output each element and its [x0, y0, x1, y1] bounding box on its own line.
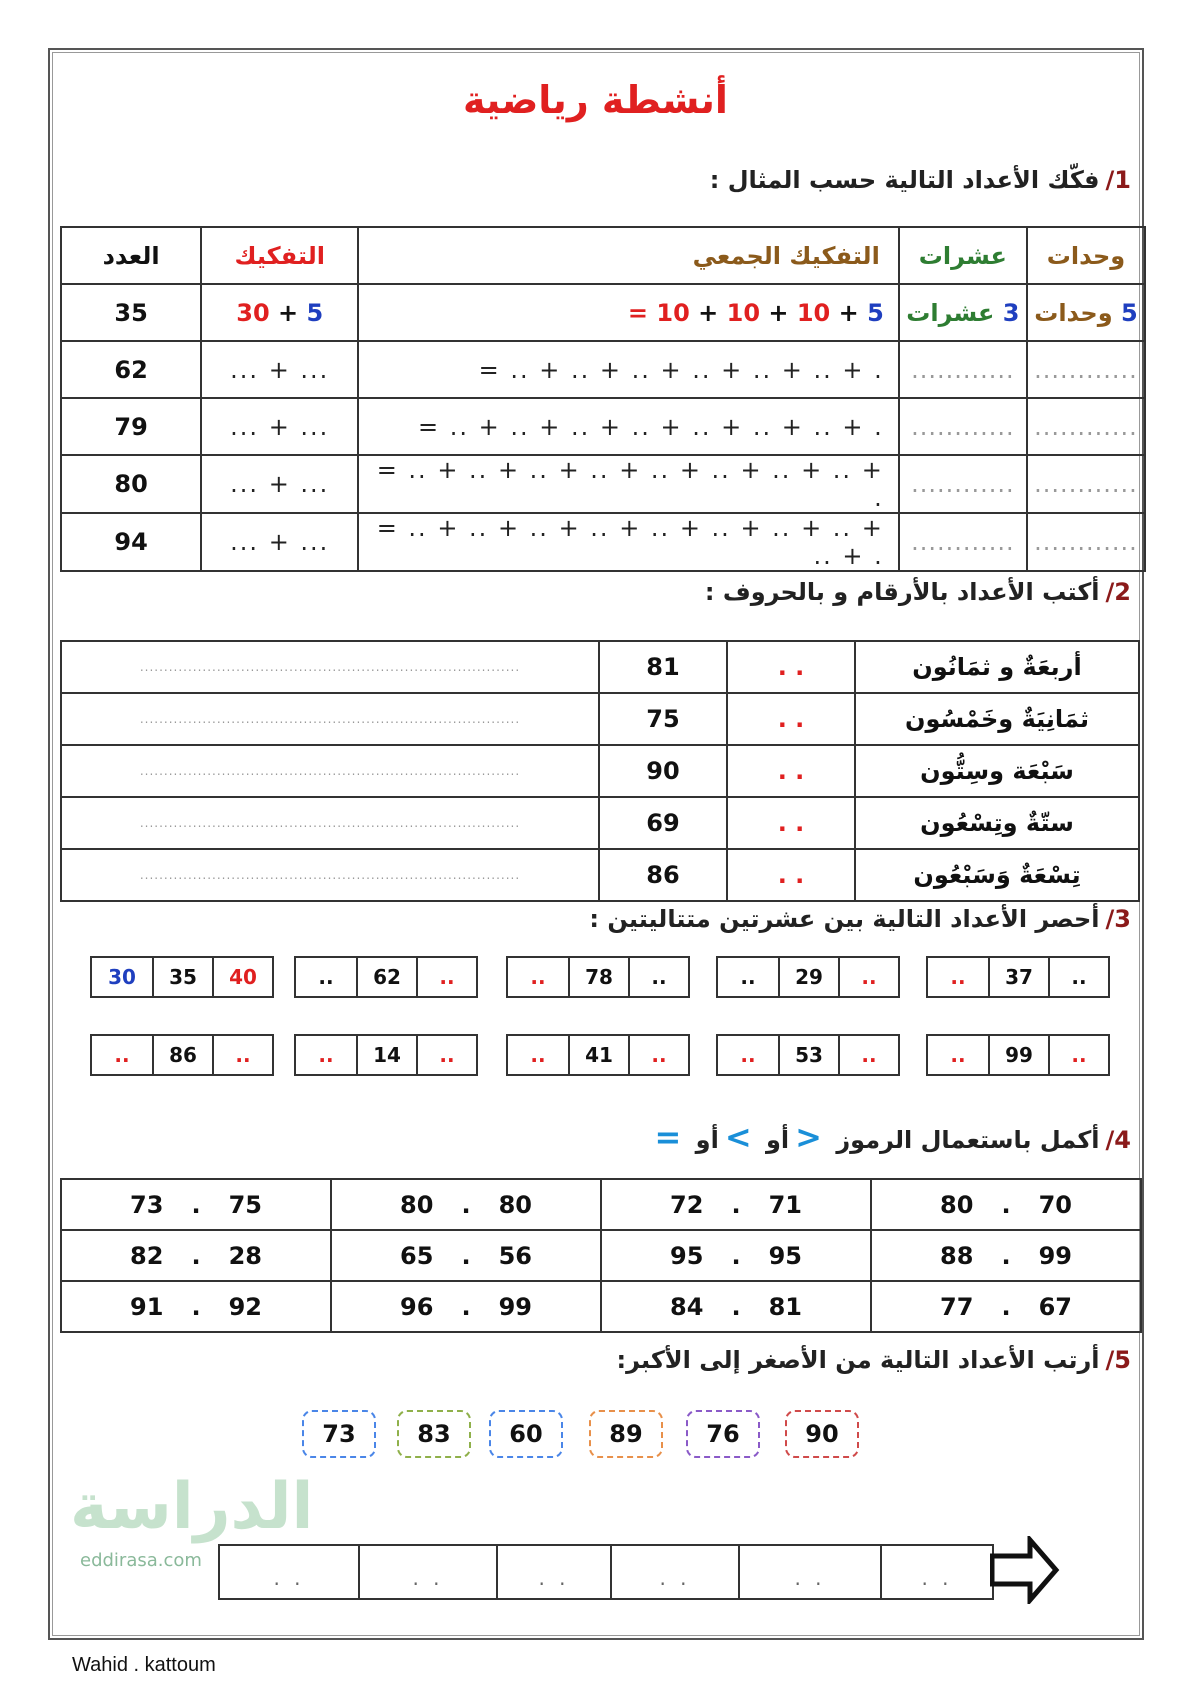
lower-ten-blank[interactable]: ..: [114, 1043, 130, 1067]
given-number: 99: [988, 1036, 1048, 1074]
or-label: أو: [695, 1126, 719, 1154]
tens-range-box: [294, 956, 478, 998]
q3-number: 3/: [1105, 905, 1131, 933]
q5-text: أرتب الأعداد التالية من الأصغر إلى الأكبر:: [616, 1346, 1100, 1374]
number-words: ستّةٌ وتِسْعُون: [855, 797, 1139, 849]
upper-ten-blank[interactable]: ..: [838, 1036, 898, 1074]
table-row: [61, 641, 1139, 693]
example-row: [61, 284, 1145, 341]
decomposition-blank[interactable]: ... + ...: [201, 455, 358, 513]
comparison-blank[interactable]: .: [731, 1292, 741, 1321]
table-row: [61, 745, 1139, 797]
comparison-blank[interactable]: .: [461, 1190, 471, 1219]
words-blank[interactable]: ...............................................................................: [61, 849, 599, 901]
units-blank[interactable]: ............: [1027, 398, 1145, 455]
tens-range-box: [506, 956, 690, 998]
row-number: 62: [61, 341, 201, 398]
units-blank[interactable]: ............: [1027, 341, 1145, 398]
comparison-blank[interactable]: .: [1001, 1292, 1011, 1321]
table-row: [61, 513, 1145, 571]
comparison-blank[interactable]: .: [1001, 1241, 1011, 1270]
q3-text: أحصر الأعداد التالية بين عشرتين متتاليتين :: [589, 905, 1100, 933]
comparison-cell: 80 . 80: [331, 1179, 601, 1230]
number-words: تِسْعَةٌ وَسَبْعُون: [855, 849, 1139, 901]
tens-range-box: [90, 1034, 274, 1076]
upper-ten-blank[interactable]: ..: [1048, 958, 1108, 996]
q5-number: 5/: [1105, 1346, 1131, 1374]
greater-than-symbol: >: [724, 1118, 752, 1156]
decomposition-blank[interactable]: ... + ...: [201, 513, 358, 571]
lower-ten-blank[interactable]: ..: [318, 1043, 334, 1067]
tens-range-example: [90, 956, 274, 998]
order-slot[interactable]: . .: [610, 1546, 738, 1598]
equals-symbol: =: [654, 1118, 682, 1156]
tens-range-box: [716, 1034, 900, 1076]
watermark-site: eddirasa.com: [80, 1550, 202, 1571]
comparison-blank[interactable]: .: [191, 1190, 201, 1219]
number-words-table: [60, 640, 1140, 902]
ordering-row: [218, 1544, 994, 1600]
lower-ten-blank[interactable]: ..: [530, 965, 546, 989]
lower-ten-blank[interactable]: ..: [950, 965, 966, 989]
lower-ten-blank[interactable]: ..: [318, 965, 334, 989]
q2-number: 2/: [1105, 578, 1131, 606]
comparison-blank[interactable]: .: [191, 1241, 201, 1270]
lower-ten-blank[interactable]: ..: [950, 1043, 966, 1067]
q4-heading: [649, 1118, 1132, 1156]
given-digits: 69: [599, 797, 727, 849]
header-tens: عشرات: [899, 227, 1027, 284]
number-card: 89: [589, 1410, 663, 1458]
upper-ten-blank[interactable]: ..: [416, 1036, 476, 1074]
table-row: [61, 693, 1139, 745]
number-card: 73: [302, 1410, 376, 1458]
author-credit: Wahid . kattoum: [72, 1654, 216, 1676]
q2-text: أكتب الأعداد بالأرقام و بالحروف :: [704, 578, 1100, 606]
upper-ten-blank[interactable]: ..: [416, 958, 476, 996]
comparison-cell: 96 . 99: [331, 1281, 601, 1332]
comparison-cell: 95 . 95: [601, 1230, 871, 1281]
header-sum-decomposition: التفكيك الجمعي: [358, 227, 898, 284]
units-blank[interactable]: ............: [1027, 455, 1145, 513]
or-label: أو: [766, 1126, 790, 1154]
sum-blank[interactable]: = .. + .. + .. + .. + .. + .. + .: [358, 341, 898, 398]
words-blank[interactable]: ...............................................................................: [61, 745, 599, 797]
row-number: 79: [61, 398, 201, 455]
comparison-blank[interactable]: .: [731, 1190, 741, 1219]
table-row: [61, 1230, 1141, 1281]
less-than-symbol: <: [795, 1118, 822, 1156]
given-digits: 81: [599, 641, 727, 693]
q4-number: 4/: [1105, 1126, 1131, 1154]
lower-ten: 30: [108, 965, 136, 989]
digits-blank[interactable]: . .: [727, 693, 855, 745]
sum-blank[interactable]: = .. + .. + .. + .. + .. + .. + .. + .: [358, 398, 898, 455]
table-row: [61, 849, 1139, 901]
comparison-cell: 82 . 28: [61, 1230, 331, 1281]
header-number: العدد: [61, 227, 201, 284]
given-digits: 90: [599, 745, 727, 797]
tens-blank[interactable]: ............: [899, 398, 1027, 455]
tens-range-box: [506, 1034, 690, 1076]
digits-blank[interactable]: . .: [727, 745, 855, 797]
right-arrow-icon: [990, 1536, 1060, 1604]
number-words: ثمَانِيَةٌ وخَمْسُون: [855, 693, 1139, 745]
table-row: [61, 1179, 1141, 1230]
given-digits: 75: [599, 693, 727, 745]
given-number: 41: [568, 1036, 628, 1074]
comparison-table: [60, 1178, 1142, 1333]
table-row: [61, 341, 1145, 398]
upper-ten-blank[interactable]: ..: [628, 1036, 688, 1074]
header-decomposition: التفكيك: [201, 227, 358, 284]
comparison-cell: 80 . 70: [871, 1179, 1141, 1230]
digits-blank[interactable]: . .: [727, 849, 855, 901]
given-number: 62: [356, 958, 416, 996]
tens-range-box: [926, 1034, 1110, 1076]
comparison-blank[interactable]: .: [461, 1292, 471, 1321]
comparison-cell: 88 . 99: [871, 1230, 1141, 1281]
sum-blank[interactable]: = .. + .. + .. + .. + .. + .. + .. + .. + .: [358, 455, 898, 513]
q1-text: فكّك الأعداد التالية حسب المثال :: [709, 166, 1100, 194]
decomposition-table: [60, 226, 1146, 572]
comparison-blank[interactable]: .: [1001, 1190, 1011, 1219]
table-header-row: [61, 227, 1145, 284]
comparison-cell: 65 . 56: [331, 1230, 601, 1281]
words-blank[interactable]: ...............................................................................: [61, 797, 599, 849]
order-slot[interactable]: . .: [273, 1566, 305, 1590]
example-number: 35: [61, 284, 201, 341]
comparison-cell: 72 . 71: [601, 1179, 871, 1230]
words-blank[interactable]: ...............................................................................: [61, 693, 599, 745]
given-number: 37: [988, 958, 1048, 996]
number-words: أربعَةٌ و ثمَانُون: [855, 641, 1139, 693]
lower-ten-blank[interactable]: ..: [740, 1043, 756, 1067]
decomposition-blank[interactable]: ... + ...: [201, 398, 358, 455]
given-number: 86: [152, 1036, 212, 1074]
lower-ten-blank[interactable]: ..: [530, 1043, 546, 1067]
digits-blank[interactable]: . .: [727, 797, 855, 849]
given-number: 35: [152, 958, 212, 996]
q1-number: 1/: [1105, 166, 1131, 194]
tens-range-box: [294, 1034, 478, 1076]
example-tens: 3 عشرات: [899, 284, 1027, 341]
tens-range-box: [716, 956, 900, 998]
example-units: 5 وحدات: [1027, 284, 1145, 341]
header-units: وحدات: [1027, 227, 1145, 284]
given-number: 14: [356, 1036, 416, 1074]
upper-ten-blank[interactable]: ..: [628, 958, 688, 996]
table-row: [61, 398, 1145, 455]
tens-range-box: [926, 956, 1110, 998]
comparison-blank[interactable]: .: [191, 1292, 201, 1321]
watermark-logo: الدراسة: [70, 1470, 314, 1544]
units-blank[interactable]: ............: [1027, 513, 1145, 571]
given-number: 53: [778, 1036, 838, 1074]
number-card: 83: [397, 1410, 471, 1458]
order-slot[interactable]: . .: [496, 1546, 610, 1598]
lower-ten-blank[interactable]: ..: [740, 965, 756, 989]
number-words: سَبْعَة وسِتُّون: [855, 745, 1139, 797]
comparison-cell: 84 . 81: [601, 1281, 871, 1332]
q3-heading: [589, 905, 1131, 933]
digits-blank[interactable]: . .: [727, 641, 855, 693]
words-blank[interactable]: ...............................................................................: [61, 641, 599, 693]
number-card: 76: [686, 1410, 760, 1458]
decomposition-blank[interactable]: ... + ...: [201, 341, 358, 398]
order-slot[interactable]: . .: [880, 1546, 992, 1598]
upper-ten: 40: [212, 958, 272, 996]
q4-text: أكمل باستعمال الرموز: [836, 1126, 1100, 1154]
table-row: [61, 455, 1145, 513]
example-sum: = 10 + 10 + 10 + 5: [358, 284, 898, 341]
given-number: 78: [568, 958, 628, 996]
upper-ten-blank[interactable]: ..: [212, 1036, 272, 1074]
example-decomposition: 30 + 5: [201, 284, 358, 341]
table-row: [61, 1281, 1141, 1332]
comparison-cell: 91 . 92: [61, 1281, 331, 1332]
upper-ten-blank[interactable]: ..: [838, 958, 898, 996]
tens-blank[interactable]: ............: [899, 455, 1027, 513]
comparison-cell: 77 . 67: [871, 1281, 1141, 1332]
comparison-blank[interactable]: .: [461, 1241, 471, 1270]
row-number: 94: [61, 513, 201, 571]
given-number: 29: [778, 958, 838, 996]
q5-heading: [617, 1346, 1132, 1374]
q2-heading: [705, 578, 1131, 606]
order-slot[interactable]: . .: [358, 1546, 496, 1598]
row-number: 80: [61, 455, 201, 513]
number-card: 90: [785, 1410, 859, 1458]
comparison-cell: 73 . 75: [61, 1179, 331, 1230]
order-slot[interactable]: . .: [738, 1546, 880, 1598]
tens-blank[interactable]: ............: [899, 341, 1027, 398]
tens-blank[interactable]: ............: [899, 513, 1027, 571]
comparison-blank[interactable]: .: [731, 1241, 741, 1270]
given-digits: 86: [599, 849, 727, 901]
number-card: 60: [489, 1410, 563, 1458]
page-title: أنشطة رياضية: [463, 78, 728, 122]
upper-ten-blank[interactable]: ..: [1048, 1036, 1108, 1074]
q1-heading: [710, 166, 1131, 194]
table-row: [61, 797, 1139, 849]
sum-blank[interactable]: = .. + .. + .. + .. + .. + .. + .. + .. + .. + .: [358, 513, 898, 571]
